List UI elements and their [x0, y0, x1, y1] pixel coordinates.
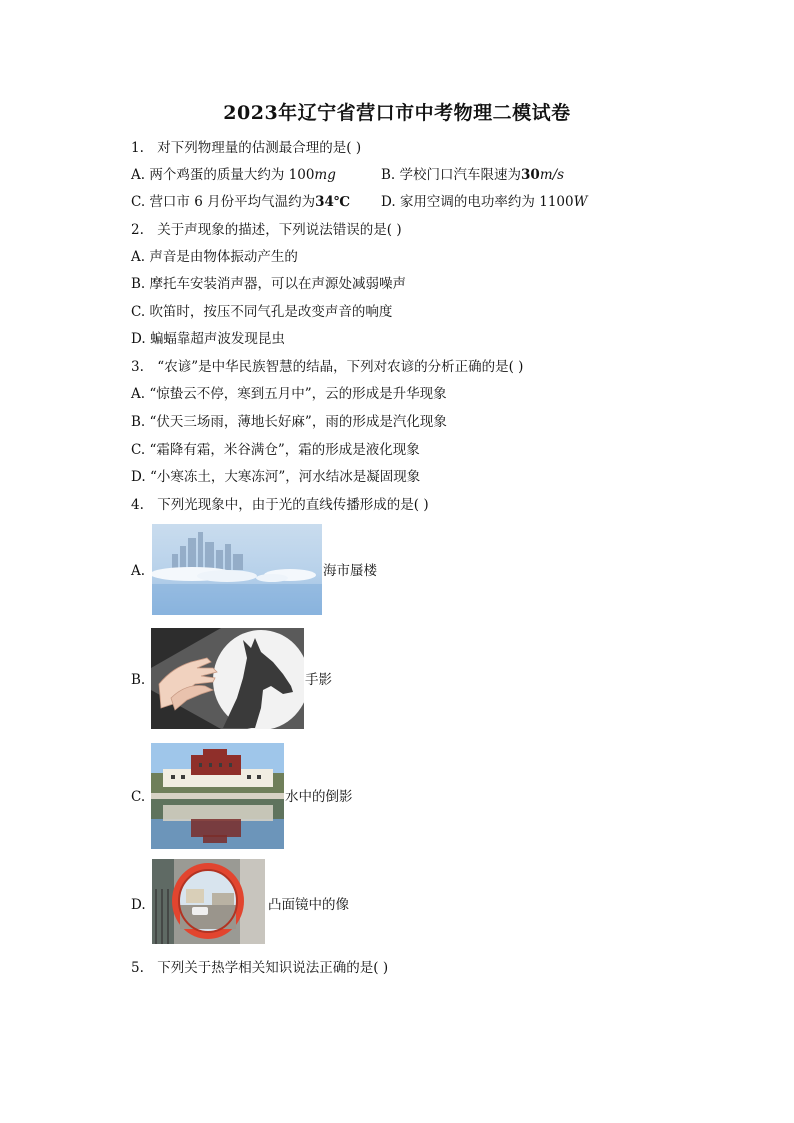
- q1-options-row-2: [131, 193, 611, 211]
- q4-option-a-label: A.: [131, 563, 146, 579]
- option-unit: W: [573, 194, 588, 210]
- q4-option-a-text: 海市蜃楼: [323, 563, 377, 579]
- question-3: [131, 358, 523, 376]
- option-text: 两个鸡蛋的质量大约为 100: [149, 167, 315, 183]
- option-text: 家用空调的电功率约为 1100: [399, 194, 574, 210]
- option-unit: mg: [314, 167, 336, 183]
- reflection-image: [151, 743, 284, 849]
- option-text: 吹笛时，按压不同气孔是改变声音的响度: [149, 304, 393, 320]
- question-text: 下列光现象中，由于光的直线传播形成的是( ): [157, 497, 429, 513]
- option-label: B.: [381, 167, 396, 183]
- option-label: D.: [131, 469, 146, 485]
- option-label: D.: [131, 331, 146, 347]
- q2-option-b: [131, 275, 406, 293]
- option-label: C.: [131, 304, 146, 320]
- option-text: 声音是由物体振动产生的: [149, 249, 298, 265]
- option-text: “霜降有霜，米谷满仓”，霜的形成是液化现象: [149, 442, 420, 458]
- question-2: [131, 221, 402, 239]
- question-number: 5.: [131, 960, 144, 976]
- page-title: 2023年辽宁省营口市中考物理二模试卷: [223, 102, 571, 124]
- question-number: 2.: [131, 222, 144, 238]
- question-text: 关于声现象的描述，下列说法错误的是( ): [157, 222, 402, 238]
- q2-option-a: [131, 248, 298, 266]
- question-text: “农谚”是中华民族智慧的结晶，下列对农谚的分析正确的是( ): [157, 359, 524, 375]
- question-4: [131, 496, 429, 514]
- option-label: A.: [131, 386, 146, 402]
- option-label: B.: [131, 276, 146, 292]
- option-value: 30: [521, 167, 540, 183]
- option-value: 34℃: [315, 194, 351, 210]
- mirage-image: [152, 524, 322, 615]
- option-text: 营口市 6 月份平均气温约为: [149, 194, 316, 210]
- convex-mirror-image: [152, 859, 265, 944]
- option-label: A.: [131, 249, 146, 265]
- option-text: “伏天三场雨，薄地长好麻”，雨的形成是汽化现象: [149, 414, 447, 430]
- q4-option-c-label: C.: [131, 789, 146, 805]
- question-number: 4.: [131, 497, 144, 513]
- option-text: 学校门口汽车限速为: [399, 167, 522, 183]
- option-text: 蝙蝠靠超声波发现昆虫: [149, 331, 285, 347]
- question-text: 对下列物理量的估测最合理的是( ): [157, 140, 362, 156]
- option-label: C.: [131, 194, 146, 210]
- option-text: “小寒冻土，大寒冻河”，河水结冰是凝固现象: [149, 469, 421, 485]
- option-label: D.: [381, 194, 396, 210]
- question-number: 3.: [131, 359, 144, 375]
- option-text: “惊蛰云不停，寒到五月中”，云的形成是升华现象: [149, 386, 447, 402]
- q3-option-c: [131, 441, 420, 459]
- question-number: 1.: [131, 140, 144, 156]
- q2-option-d: [131, 330, 285, 348]
- hand-shadow-image: [151, 628, 304, 729]
- q1-options-row-1: [131, 166, 611, 184]
- question-5: [131, 959, 388, 977]
- q4-option-d-text: 凸面镜中的像: [268, 897, 349, 913]
- option-unit: m/s: [539, 167, 565, 183]
- q3-option-b: [131, 413, 447, 431]
- q3-option-a: [131, 385, 447, 403]
- option-label: C.: [131, 442, 146, 458]
- option-label: A.: [131, 167, 146, 183]
- q4-option-d-label: D.: [131, 897, 146, 913]
- q3-option-d: [131, 468, 420, 486]
- option-text: 摩托车安装消声器，可以在声源处减弱噪声: [149, 276, 407, 292]
- q4-option-b-text: 手影: [305, 672, 332, 688]
- q4-option-b-label: B.: [131, 672, 146, 688]
- option-label: B.: [131, 414, 146, 430]
- question-text: 下列关于热学相关知识说法正确的是( ): [157, 960, 389, 976]
- question-1: [131, 139, 361, 157]
- q4-option-c-text: 水中的倒影: [285, 789, 353, 805]
- q2-option-c: [131, 303, 392, 321]
